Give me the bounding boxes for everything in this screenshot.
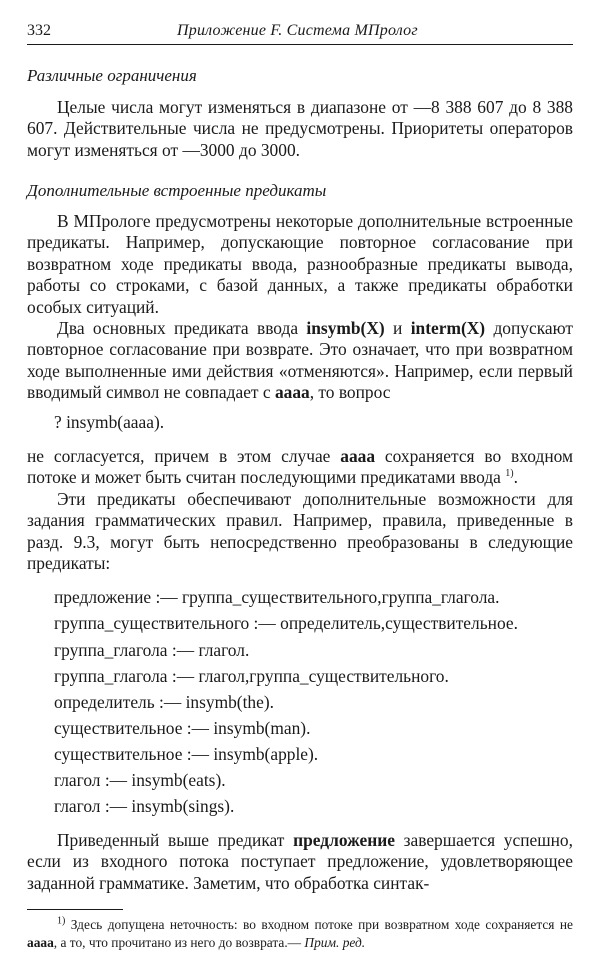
footnote-rule: [27, 909, 123, 910]
text-run: .: [513, 467, 518, 488]
insymb-term: insymb(X): [306, 318, 385, 339]
grammar-rule: глагол :— insymb(sings).: [54, 796, 235, 816]
grammar-rule: группа_глагола :— глагол.: [54, 640, 250, 660]
text-run: Здесь допущена неточность: во входном потоке при возвратном ходе сохраняется не: [65, 917, 573, 932]
sentence-term: предложение: [293, 830, 395, 850]
editor-note: Прим. ред.: [304, 935, 366, 950]
text-run: Приведенный выше предикат: [57, 830, 294, 850]
page-header: [27, 22, 573, 45]
grammar-rule: предложение :— группа_существительного,группа_глагола.: [54, 587, 500, 607]
section-heading-limits: Различные ограничения: [27, 66, 197, 85]
query-example: ? insymb(aaaa).: [54, 412, 165, 432]
text-run: завершается успешно, если из входного потока поступает предложение, удовлетворяющее заданной грамматике. Заметим, что обработка синтак-: [27, 830, 573, 893]
predicates-intro: [27, 211, 573, 404]
text-run: , то вопрос: [309, 382, 391, 403]
running-head: Приложение F. Система МПролог: [177, 22, 418, 39]
grammar-rule: существительное :— insymb(apple).: [54, 744, 319, 764]
paragraph-input-predicates: [27, 318, 573, 404]
limits-section: [27, 97, 573, 161]
page-number: 332: [27, 22, 51, 39]
footnote: [27, 916, 573, 952]
text-run: Два основных предиката ввода: [57, 318, 307, 339]
aaaa-term: аааа: [340, 446, 376, 466]
paragraph-grammar: Эти предикаты обеспечивают дополнительные возможности для задания грамматических правил. Например, правила, приведенные в разд. 9.3, могут быть непосредственно преобразованы в следующие предикаты:: [27, 488, 573, 574]
paragraph-sentence-predicate: [27, 830, 573, 894]
aaaa-term: аааа: [27, 935, 54, 950]
predicates-continued: [27, 446, 573, 574]
text-run: не согласуется, причем в этом случае: [27, 446, 341, 466]
text-run: и: [384, 318, 411, 339]
limits-paragraph: Целые числа могут изменяться в диапазоне от —8 388 607 до 8 388 607. Действительные числа не предусмотрены. Приоритеты операторов могут изменяться от —3000 до 3000.: [27, 97, 573, 160]
grammar-rule: глагол :— insymb(eats).: [54, 770, 226, 790]
section-heading-predicates: Дополнительные встроенные предикаты: [27, 181, 327, 200]
paragraph-intro: В МПрологе предусмотрены некоторые дополнительные встроенные предикаты. Например, допускающие повторное согласование при возвратном ходе предикаты ввода, разнообразные предикаты вывода, работы со строками, с базой данных, а также предикаты обработки особых ситуаций.: [27, 211, 573, 317]
text-run: допускают повторное согласование при возврате. Это означает, что при возвратном ходе выполненные ими действия «отменяются». Например, если первый вводимый символ не совпадает с: [27, 318, 573, 403]
paragraph-not-matched: [27, 446, 573, 489]
footnote-marker: 1): [57, 915, 66, 927]
footnote-ref: 1): [505, 468, 514, 480]
grammar-rule: группа_существительного :— определитель,существительное.: [54, 613, 518, 633]
aaaa-term: аааа: [274, 382, 310, 403]
text-run: сохраняется во входном потоке и может быть считан последующими предикатами ввода: [27, 446, 573, 488]
grammar-rule: определитель :— insymb(the).: [54, 692, 274, 712]
interm-term: interm(X): [410, 318, 486, 339]
text-run: , а то, что прочитано из него до возврата.—: [53, 935, 305, 950]
grammar-rule: группа_глагола :— глагол,группа_существительного.: [54, 666, 449, 686]
predicates-closing: [27, 830, 573, 894]
grammar-rule: существительное :— insymb(man).: [54, 718, 311, 738]
